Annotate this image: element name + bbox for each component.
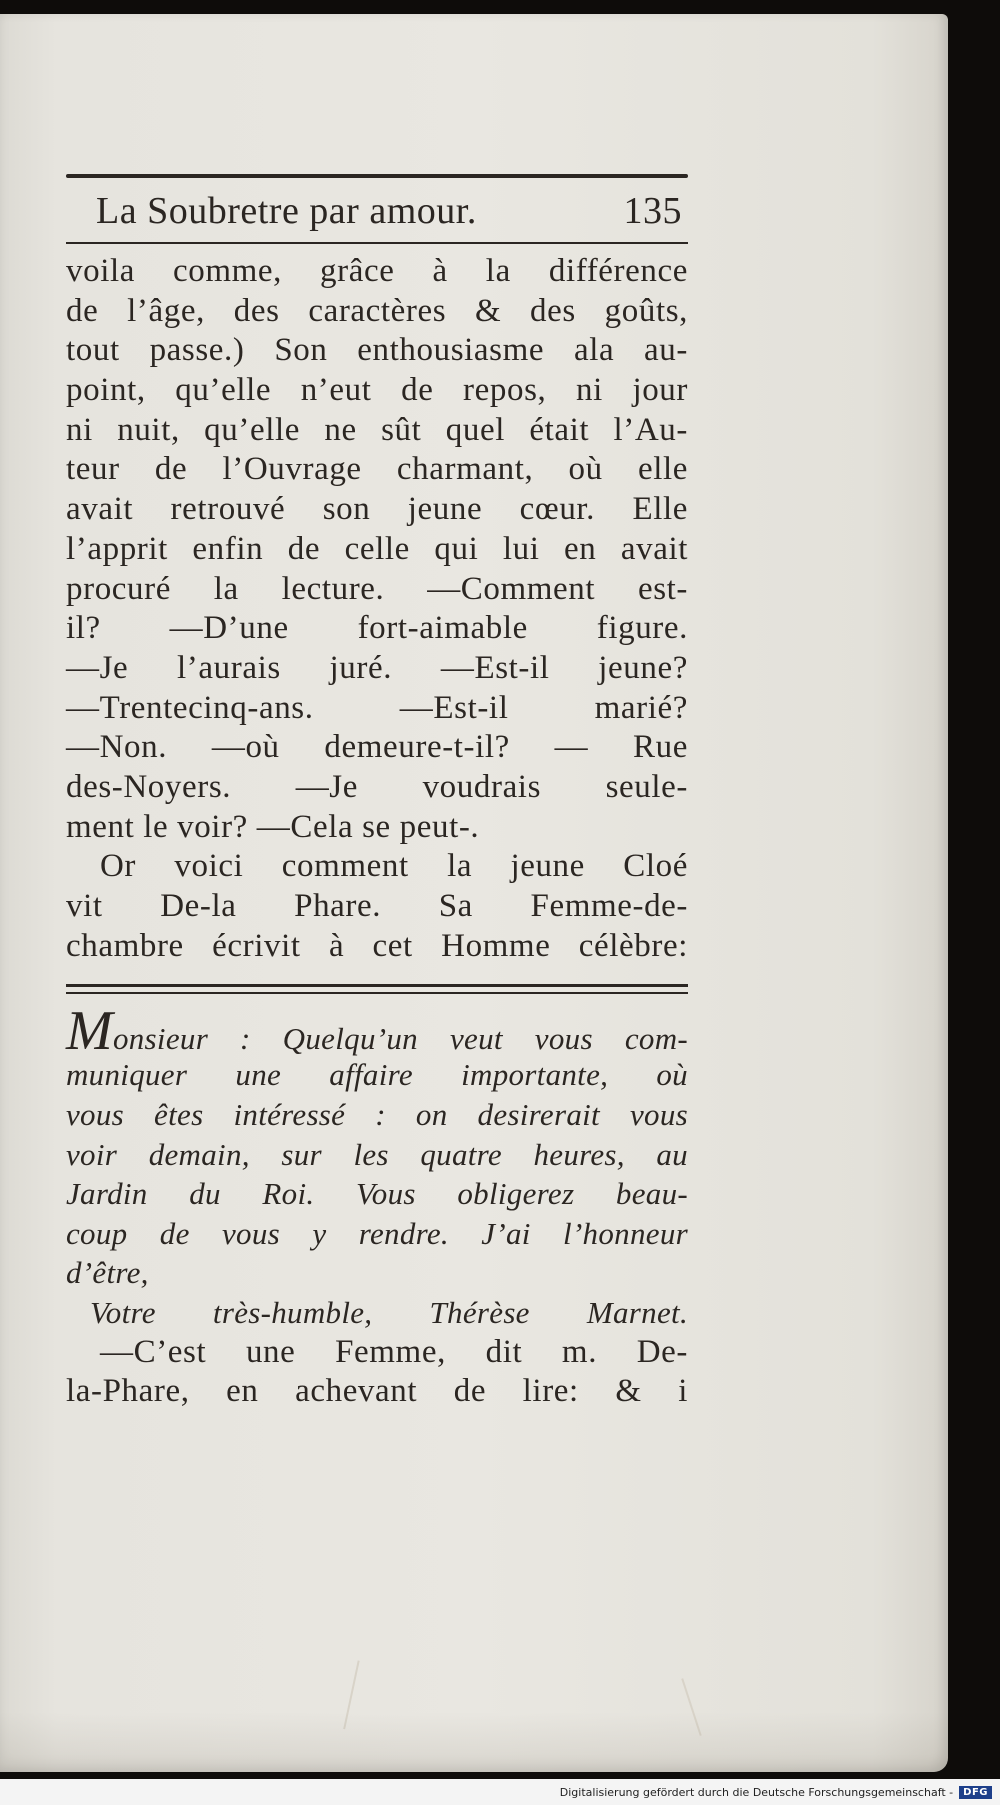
text-line: —Trentecinq-ans. —Est-il marié? xyxy=(66,689,688,726)
letter-line: Jardin du Roi. Vous obligerez beau- xyxy=(66,1176,688,1212)
text-line: vit De-la Phare. Sa Femme-de- xyxy=(66,888,688,924)
body-text xyxy=(66,252,688,966)
dfg-logo: DFG xyxy=(959,1786,992,1799)
letter-line: coup de vous y rendre. J’ai l’honneur xyxy=(66,1215,688,1251)
after-letter-text xyxy=(66,1333,688,1412)
running-head-title: La Soubretre par amour. xyxy=(96,190,477,232)
text-line: —Non. —où demeure-t-il? — Rue xyxy=(66,729,688,766)
text-line: la-Phare, en achevant de lire: & i xyxy=(66,1373,688,1410)
letter-line: muniquer une affaire importante, où xyxy=(66,1057,688,1093)
digitization-footer xyxy=(0,1779,1000,1805)
footer-credit: Digitalisierung gefördert durch die Deutsche Forschungsgemeinschaft - xyxy=(559,1785,954,1799)
letter-line: Monsieur : Quelqu’un veut vous com- xyxy=(66,999,688,1062)
text-line: teur de l’Ouvrage charmant, où elle xyxy=(66,451,688,488)
text-line: Or voici comment la jeune Cloé xyxy=(100,848,688,885)
page-number: 135 xyxy=(623,190,682,232)
text-line: des-Noyers. —Je voudrais seule- xyxy=(66,768,688,805)
text-block xyxy=(66,174,688,1412)
text-line: il? —D’une fort-aimable figure. xyxy=(66,610,688,647)
text-line: procuré la lecture. —Comment est- xyxy=(66,570,688,607)
book-page xyxy=(0,14,948,1772)
text-line: ment le voir? —Cela se peut-. xyxy=(66,808,480,845)
running-head xyxy=(66,178,688,242)
letter-line: d’être, xyxy=(66,1255,149,1291)
text-line: tout passe.) Son enthousiasme ala au- xyxy=(66,332,688,369)
text-line: —Je l’aurais juré. —Est-il jeune? xyxy=(66,649,688,686)
text-line: point, qu’elle n’eut de repos, ni jour xyxy=(66,372,688,409)
header-rule-bottom xyxy=(66,242,688,244)
dropcap: M xyxy=(66,999,113,1062)
text-line: voila comme, grâce à la différence xyxy=(66,253,688,289)
letter-line: vous êtes intéressé : on desirerait vous xyxy=(66,1097,688,1133)
letter-line: voir demain, sur les quatre heures, au xyxy=(66,1136,688,1172)
text-line: —C’est une Femme, dit m. De- xyxy=(100,1333,688,1370)
letter-block xyxy=(66,999,688,1333)
text-line: avait retrouvé son jeune cœur. Elle xyxy=(66,491,688,528)
section-divider xyxy=(66,984,688,994)
letter-signoff: Votre très-humble, Thérèse Marnet. xyxy=(90,1295,688,1331)
text-line: ni nuit, qu’elle ne sût quel était l’Au- xyxy=(66,411,688,448)
text-line: l’apprit enfin de celle qui lui en avait xyxy=(66,530,688,567)
text-line: chambre écrivit à cet Homme célèbre: xyxy=(66,927,688,964)
torn-edge xyxy=(343,1660,399,1737)
text-line: de l’âge, des caractères & des goûts, xyxy=(66,292,688,329)
torn-edge xyxy=(681,1672,720,1736)
